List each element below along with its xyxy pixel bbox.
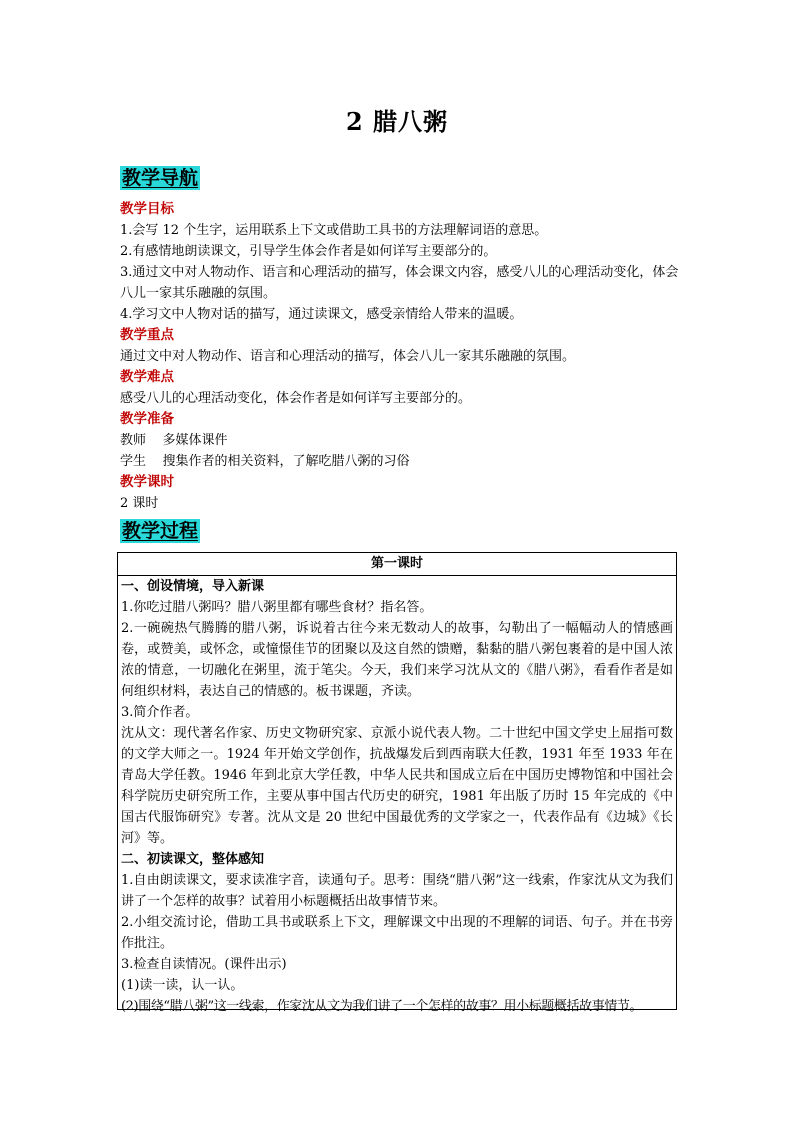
part1-item: 2.一碗碗热气腾腾的腊八粥，诉说着古往今来无数动人的故事，勾勒出了一幅幅动人的情感画卷，或赞美，或怀念，或憧憬佳节的团聚以及这自然的馈赠，黏黏的腊八粥包裹着的是中国人浓浓的情意，一切融化在粥里，流于笔尖。今天，我们来学习沈从文的《腊八粥》，看看作者是如何组织材料，表达自己的情感的。板书课题，齐读。: [121, 621, 673, 699]
lesson-label: 第一课时: [118, 553, 676, 576]
key-heading: 教学重点: [120, 327, 174, 343]
prep-student: 学生 搜集作者的相关资料，了解吃腊八粥的习俗: [120, 454, 410, 469]
difficulty-text: 感受八儿的心理活动变化，体会作者是如何详写主要部分的。: [120, 391, 472, 406]
goal-item: 2.有感情地朗读课文，引导学生体会作者是如何详写主要部分的。: [120, 244, 497, 259]
section-title-guide: 教学导航: [122, 167, 199, 189]
difficulty-heading: 教学难点: [120, 369, 174, 385]
teaching-guide: [120, 199, 680, 514]
part2-item: 1.自由朗读课文，要求读准字音，读通句子。思考：围绕“腊八粥”这一线索，作家沈从文为我们讲了一个怎样的故事？试着用小标题概括出故事情节来。: [121, 873, 673, 909]
part2-item: 3.检查自读情况。(课件出示): [121, 957, 287, 972]
page-title: 2 腊八粥: [345, 107, 449, 136]
key-text: 通过文中对人物动作、语言和心理活动的描写，体会八儿一家其乐融融的氛围。: [120, 349, 576, 364]
goal-item: 4.学习文中人物对话的描写，通过读课文，感受亲情给人带来的温暖。: [120, 307, 523, 322]
part2-item: (2)围绕“腊八粥”这一线索，作家沈从文为我们讲了一个怎样的故事？用小标题概括故事情节。: [121, 999, 643, 1014]
goal-item: 1.会写 12 个生字，运用联系上下文或借助工具书的方法理解词语的意思。: [120, 223, 548, 238]
part1-item: 1.你吃过腊八粥吗？腊八粥里都有哪些食材？指名答。: [121, 600, 433, 615]
goal-item: 3.通过文中对人物动作、语言和心理活动的描写，体会课文内容，感受八儿的心理活动变化，体会八儿一家其乐融融的氛围。: [120, 265, 679, 301]
hours-text: 2 课时: [120, 496, 159, 511]
hours-heading: 教学课时: [120, 474, 174, 490]
prep-heading: 教学准备: [120, 411, 174, 427]
section-title-process: 教学过程: [122, 520, 199, 542]
lesson-content: [118, 576, 676, 1017]
part1-heading: 一、创设情境，导入新课: [121, 579, 265, 594]
prep-teacher: 教师 多媒体课件: [120, 433, 228, 448]
part2-heading: 二、初读课文，整体感知: [121, 852, 265, 867]
part1-item: 3.简介作者。: [121, 705, 199, 720]
part2-item: (1)读一读，认一认。: [121, 978, 244, 993]
lesson-table: [117, 552, 677, 1014]
part2-item: 2.小组交流讨论，借助工具书或联系上下文，理解课文中出现的不理解的词语、句子。并在书旁作批注。: [121, 915, 673, 951]
author-intro: 沈从文：现代著名作家、历史文物研究家、京派小说代表人物。二十世纪中国文学史上屈指可数的文学大师之一。1924 年开始文学创作，抗战爆发后到西南联大任教，1931 年至 1933 年在青岛大学任教。1946 年到北京大学任教，中华人民共和国成立后在中国历史博物馆和中国社会科学院历史研究所工作，主要从事中国古代历史的研究，1981 年出版了历时 15 年完成的《中国古代服饰研究》专著。沈从文是 20 世纪中国最优秀的文学家之一，代表作品有《边城》《长河》等。: [121, 726, 673, 846]
goals-heading: 教学目标: [120, 201, 174, 217]
